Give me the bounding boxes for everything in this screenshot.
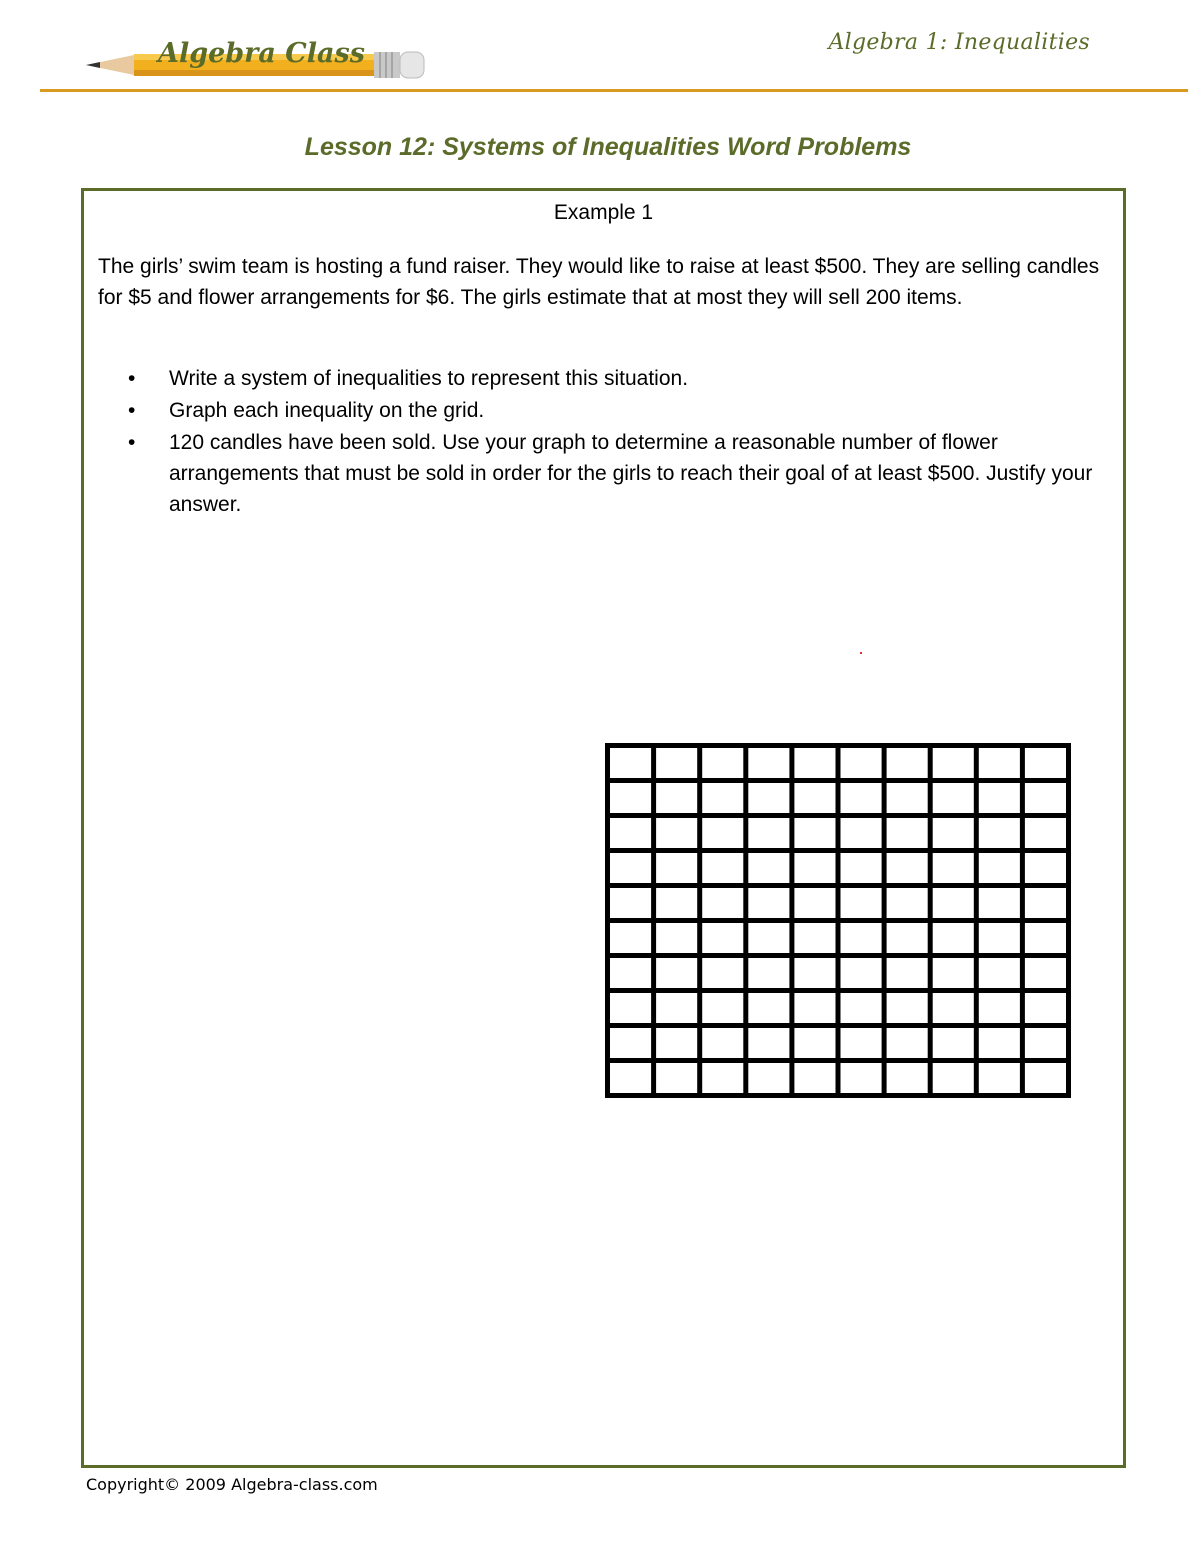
bullet-icon: •	[128, 367, 136, 390]
problem-statement: The girls’ swim team is hosting a fund raiser. They would like to raise at least $500. They are selling candles for $5 and flower arrangements for $6. The girls estimate that at most they will sell 200 items.	[98, 255, 1100, 309]
bullet-icon: •	[128, 431, 136, 454]
algebra-class-logo	[86, 34, 428, 82]
pencil-icon	[86, 34, 428, 82]
stray-mark	[860, 652, 862, 654]
copyright-notice: Copyright© 2009 Algebra-class.com	[86, 1475, 378, 1494]
task-list	[98, 363, 1108, 521]
grid-svg	[605, 743, 1071, 1098]
lesson-title: Lesson 12: Systems of Inequalities Word Problems	[304, 133, 912, 161]
bullet-icon: •	[128, 399, 136, 422]
header-divider	[40, 89, 1188, 92]
task-text: 120 candles have been sold. Use your graph to determine a reasonable number of flower arrangements that must be sold in order for the girls to reach their goal of at least $500. Justify your answer.	[169, 431, 1093, 516]
task-item	[98, 427, 1108, 520]
task-text: Graph each inequality on the grid.	[169, 399, 485, 422]
task-text: Write a system of inequalities to represent this situation.	[169, 367, 689, 390]
example-heading: Example 1	[553, 201, 654, 224]
task-item	[98, 363, 1108, 394]
task-item	[98, 395, 1108, 426]
subject-title: Algebra 1: Inequalities	[828, 30, 1090, 55]
graph-grid	[605, 743, 1071, 1098]
logo-text: Algebra Class	[158, 38, 365, 69]
